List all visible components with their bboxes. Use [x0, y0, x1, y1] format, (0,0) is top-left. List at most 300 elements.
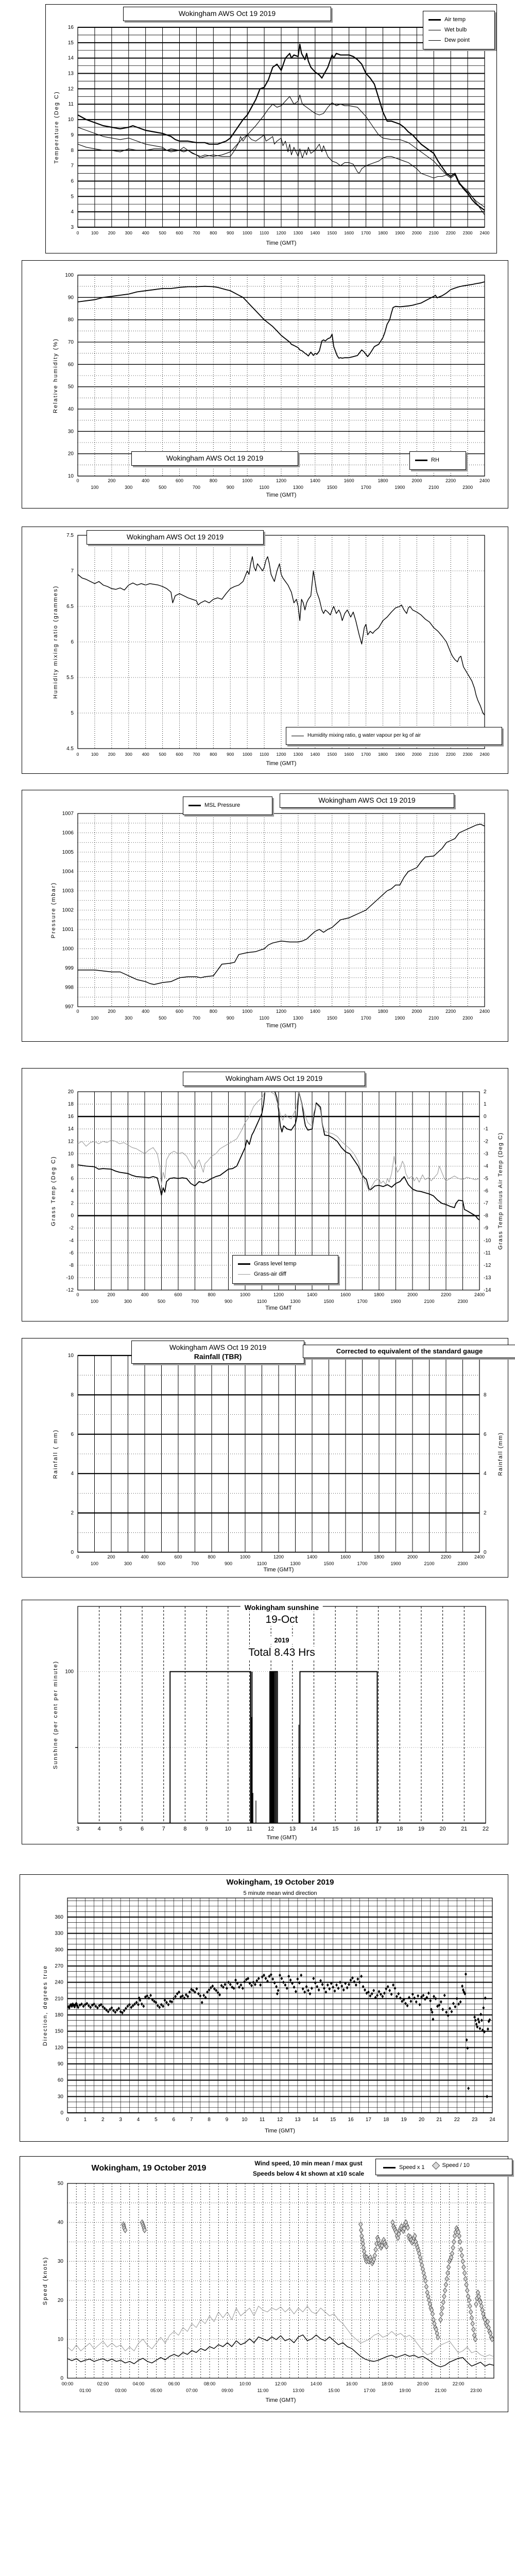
svg-text:7: 7 [71, 568, 74, 574]
svg-text:Time (GMT): Time (GMT) [266, 760, 297, 767]
wind-speed-text: Wokingham, 19 October 2019 [88, 2164, 211, 2173]
chart-relative-humidity [22, 260, 508, 509]
svg-text:400: 400 [142, 1009, 150, 1014]
svg-text:2200: 2200 [445, 752, 456, 757]
svg-text:6: 6 [140, 1826, 144, 1832]
svg-text:0: 0 [76, 1009, 79, 1014]
line-marker-icon [428, 40, 441, 41]
svg-text:30: 30 [57, 2094, 63, 2100]
svg-text:13: 13 [67, 71, 74, 77]
svg-text:0: 0 [76, 1292, 79, 1297]
svg-text:50: 50 [57, 2181, 63, 2187]
svg-text:100: 100 [91, 752, 99, 757]
svg-text:24: 24 [489, 2117, 495, 2123]
svg-text:1300: 1300 [290, 1561, 301, 1566]
svg-text:8: 8 [71, 1163, 74, 1170]
svg-text:1800: 1800 [373, 1292, 385, 1297]
svg-text:-4: -4 [484, 1163, 488, 1170]
svg-text:17: 17 [365, 2117, 371, 2123]
svg-text:7: 7 [162, 1826, 165, 1832]
svg-text:20: 20 [439, 1826, 446, 1832]
svg-text:1400: 1400 [306, 1554, 318, 1560]
svg-text:1600: 1600 [344, 478, 354, 483]
svg-text:180: 180 [55, 2012, 63, 2018]
svg-text:-11: -11 [484, 1250, 491, 1256]
svg-text:Rainfall (mm): Rainfall (mm) [497, 1432, 504, 1476]
svg-text:1000: 1000 [242, 230, 252, 235]
svg-text:5: 5 [154, 2117, 158, 2123]
svg-text:240: 240 [55, 1979, 63, 1986]
svg-text:1700: 1700 [357, 1299, 368, 1304]
svg-text:04:00: 04:00 [132, 2381, 145, 2386]
svg-text:50: 50 [67, 384, 74, 390]
svg-text:0: 0 [76, 478, 79, 483]
svg-text:2200: 2200 [440, 1554, 452, 1560]
sunshine-text: Wokingham sunshine [241, 1603, 323, 1612]
svg-text:7: 7 [71, 163, 74, 169]
svg-text:10: 10 [67, 473, 74, 479]
svg-text:1004: 1004 [62, 869, 74, 875]
svg-text:300: 300 [124, 1299, 132, 1304]
svg-text:1800: 1800 [378, 752, 388, 757]
svg-text:200: 200 [108, 478, 116, 483]
svg-text:01:00: 01:00 [79, 2388, 91, 2393]
svg-text:4: 4 [71, 1188, 74, 1194]
svg-text:18: 18 [67, 1101, 74, 1108]
svg-text:Humidity mixing ratio (grammes: Humidity mixing ratio (grammes) [53, 585, 59, 699]
svg-text:2100: 2100 [424, 1299, 435, 1304]
svg-text:16:00: 16:00 [346, 2381, 358, 2386]
wind-speed-text: Speeds below 4 kt shown at x10 scale [249, 2170, 368, 2177]
svg-text:800: 800 [210, 230, 217, 235]
svg-text:200: 200 [108, 230, 115, 235]
svg-text:-7: -7 [484, 1200, 488, 1207]
svg-text:600: 600 [175, 1009, 184, 1014]
rainfall-title-box: Corrected to equivalent of the standard gauge [303, 1345, 515, 1358]
svg-text:600: 600 [176, 230, 183, 235]
svg-text:2100: 2100 [428, 752, 439, 757]
svg-text:330: 330 [55, 1930, 63, 1937]
svg-text:1000: 1000 [242, 1009, 253, 1014]
svg-text:4.5: 4.5 [66, 746, 74, 752]
svg-text:0: 0 [66, 2117, 69, 2123]
svg-text:600: 600 [174, 1554, 182, 1560]
svg-text:60: 60 [67, 362, 74, 368]
svg-text:1600: 1600 [340, 1554, 351, 1560]
svg-text:11: 11 [259, 2117, 265, 2123]
svg-text:-5: -5 [484, 1176, 488, 1182]
svg-text:23:00: 23:00 [470, 2388, 482, 2393]
svg-text:5.5: 5.5 [66, 675, 74, 681]
svg-text:09:00: 09:00 [221, 2388, 233, 2393]
svg-text:800: 800 [209, 1009, 217, 1014]
svg-text:Time (GMT): Time (GMT) [266, 1835, 297, 1841]
svg-text:05:00: 05:00 [150, 2388, 162, 2393]
svg-text:1: 1 [484, 1101, 487, 1108]
air-temperature-title-box: Wokingham AWS Oct 19 2019 [123, 7, 331, 21]
svg-text:12: 12 [67, 1139, 74, 1145]
svg-text:2200: 2200 [445, 478, 456, 483]
svg-text:-12: -12 [66, 1287, 74, 1293]
svg-text:700: 700 [193, 752, 200, 757]
svg-text:1700: 1700 [360, 485, 371, 490]
wind-speed-legend [375, 2159, 512, 2175]
svg-text:1100: 1100 [259, 230, 269, 235]
svg-text:15: 15 [332, 1826, 339, 1832]
sunshine-text: 2019 [270, 1636, 294, 1644]
svg-text:1900: 1900 [394, 230, 405, 235]
svg-text:10: 10 [67, 1353, 74, 1359]
svg-text:120: 120 [55, 2045, 63, 2051]
svg-text:800: 800 [208, 1292, 216, 1297]
line-marker-icon [238, 1274, 250, 1275]
svg-text:Time (GMT): Time (GMT) [265, 2397, 296, 2403]
svg-text:1900: 1900 [394, 752, 405, 757]
svg-text:-3: -3 [484, 1151, 488, 1157]
svg-text:6: 6 [484, 1431, 487, 1437]
humidity-mixing-ratio-legend [286, 727, 502, 745]
humidity-mixing-ratio-title-box: Wokingham AWS Oct 19 2019 [87, 530, 264, 545]
svg-text:3: 3 [119, 2117, 122, 2123]
svg-text:997: 997 [65, 1004, 74, 1010]
svg-text:30: 30 [67, 429, 74, 435]
chart-msl-pressure [22, 790, 508, 1042]
svg-text:1700: 1700 [360, 1015, 371, 1021]
svg-text:1300: 1300 [293, 752, 303, 757]
line-marker-icon [238, 1263, 250, 1265]
relative-humidity-plot [22, 261, 508, 508]
svg-text:1300: 1300 [293, 1015, 303, 1021]
svg-text:16: 16 [67, 25, 74, 30]
svg-text:400: 400 [142, 752, 149, 757]
svg-text:300: 300 [125, 230, 132, 235]
svg-text:500: 500 [159, 1015, 167, 1021]
svg-text:2000: 2000 [407, 1554, 418, 1560]
svg-text:00:00: 00:00 [61, 2381, 74, 2386]
svg-text:1900: 1900 [390, 1299, 401, 1304]
chart-humidity-mixing-ratio [22, 527, 508, 774]
svg-text:1000: 1000 [242, 752, 252, 757]
svg-text:2: 2 [71, 1200, 74, 1207]
relative-humidity-legend [409, 451, 466, 470]
svg-text:2400: 2400 [474, 1554, 485, 1560]
svg-text:2000: 2000 [407, 1292, 418, 1297]
svg-text:300: 300 [124, 1561, 132, 1566]
svg-text:16: 16 [67, 1114, 74, 1120]
svg-text:4: 4 [484, 1471, 487, 1477]
svg-text:Direction, degrees true: Direction, degrees true [42, 1964, 48, 2046]
svg-text:1005: 1005 [62, 850, 74, 855]
svg-text:1000: 1000 [239, 1554, 251, 1560]
svg-text:14: 14 [67, 55, 74, 61]
svg-text:70: 70 [67, 340, 74, 345]
svg-text:19: 19 [401, 2117, 407, 2123]
svg-text:0: 0 [76, 1554, 79, 1560]
svg-text:90: 90 [57, 2061, 63, 2067]
chart-rainfall [22, 1338, 508, 1578]
svg-text:2200: 2200 [445, 230, 456, 235]
svg-text:1100: 1100 [259, 485, 269, 490]
svg-text:1300: 1300 [293, 230, 303, 235]
svg-text:400: 400 [142, 230, 149, 235]
svg-text:300: 300 [125, 752, 132, 757]
wind-speed-text: Wind speed, 10 min mean / max gust [250, 2160, 366, 2167]
svg-text:1300: 1300 [290, 1299, 301, 1304]
svg-text:-2: -2 [484, 1139, 488, 1145]
svg-text:2100: 2100 [428, 230, 439, 235]
svg-text:1400: 1400 [310, 1009, 320, 1014]
legend-label: Dew point [444, 37, 470, 43]
svg-text:500: 500 [159, 485, 167, 490]
svg-text:21:00: 21:00 [435, 2388, 447, 2393]
svg-text:18: 18 [383, 2117, 389, 2123]
svg-text:11:00: 11:00 [257, 2388, 269, 2393]
msl-pressure-legend [183, 796, 272, 815]
svg-text:1400: 1400 [306, 1292, 318, 1297]
svg-text:2300: 2300 [462, 752, 473, 757]
svg-text:900: 900 [226, 485, 234, 490]
svg-text:6: 6 [71, 639, 74, 645]
svg-text:800: 800 [210, 752, 217, 757]
svg-text:1400: 1400 [310, 752, 320, 757]
svg-text:2400: 2400 [479, 230, 490, 235]
svg-text:19:00: 19:00 [399, 2388, 411, 2393]
legend-label: RH [431, 457, 439, 463]
svg-text:1800: 1800 [378, 230, 388, 235]
svg-text:500: 500 [157, 1561, 166, 1566]
svg-text:2000: 2000 [411, 478, 422, 483]
legend-label: Air temp [444, 16, 466, 23]
svg-text:14:00: 14:00 [310, 2381, 322, 2386]
svg-text:Grass Temp minus Air Temp (Deg: Grass Temp minus Air Temp (Deg C) [497, 1132, 504, 1250]
legend-label: Humidity mixing ratio, g water vapour per kg of air [307, 733, 421, 738]
svg-text:999: 999 [65, 965, 74, 971]
relative-humidity-title-box: Wokingham AWS Oct 19 2019 [131, 451, 298, 466]
svg-text:4: 4 [71, 1471, 74, 1477]
svg-text:2300: 2300 [462, 230, 473, 235]
line-marker-icon [188, 805, 201, 806]
svg-text:700: 700 [192, 485, 200, 490]
svg-text:500: 500 [159, 230, 166, 235]
svg-text:Pressure (mbar): Pressure (mbar) [50, 882, 57, 939]
svg-text:500: 500 [157, 1299, 166, 1304]
svg-text:1500: 1500 [327, 230, 337, 235]
svg-text:100: 100 [91, 230, 99, 235]
svg-text:20:00: 20:00 [417, 2381, 429, 2386]
svg-text:998: 998 [65, 985, 74, 991]
svg-text:1800: 1800 [373, 1554, 385, 1560]
svg-text:10: 10 [67, 117, 74, 123]
wind-speed-plot [20, 2157, 508, 2412]
svg-text:2400: 2400 [479, 752, 490, 757]
svg-text:21: 21 [461, 1826, 468, 1832]
svg-text:16: 16 [348, 2117, 354, 2123]
svg-text:10: 10 [225, 1826, 231, 1832]
sunshine-text: Total 8.43 Hrs [244, 1647, 319, 1659]
svg-text:14: 14 [311, 1826, 317, 1832]
svg-text:4: 4 [136, 2117, 140, 2123]
sunshine-plot [22, 1600, 508, 1844]
svg-text:700: 700 [191, 1299, 199, 1304]
svg-text:-8: -8 [484, 1213, 488, 1219]
svg-text:1000: 1000 [62, 946, 74, 952]
svg-text:20: 20 [67, 451, 74, 457]
svg-text:40: 40 [57, 2219, 63, 2226]
svg-text:100: 100 [90, 1299, 99, 1304]
svg-text:3: 3 [71, 225, 74, 230]
svg-text:20: 20 [418, 2117, 425, 2123]
grass-temperature-legend [232, 1255, 338, 1284]
svg-text:Sunshine (per cent per minute): Sunshine (per cent per minute) [53, 1660, 59, 1770]
svg-text:1900: 1900 [394, 485, 405, 490]
svg-text:2300: 2300 [457, 1561, 468, 1566]
svg-text:900: 900 [226, 1015, 234, 1021]
svg-text:15: 15 [67, 40, 74, 46]
svg-text:5: 5 [71, 194, 74, 200]
svg-text:10: 10 [67, 1151, 74, 1157]
svg-text:Time (GMT): Time (GMT) [266, 240, 297, 246]
svg-text:08:00: 08:00 [203, 2381, 216, 2386]
svg-text:1500: 1500 [327, 485, 337, 490]
svg-text:150: 150 [55, 2028, 63, 2035]
svg-text:11: 11 [246, 1826, 253, 1832]
svg-text:1001: 1001 [62, 927, 74, 933]
svg-text:6: 6 [71, 1431, 74, 1437]
svg-text:Time (GMT): Time (GMT) [263, 1567, 294, 1573]
svg-text:2400: 2400 [474, 1292, 485, 1297]
svg-text:13: 13 [289, 1826, 296, 1832]
wind-direction-text: 5 minute mean wind direction [239, 1890, 321, 1896]
svg-text:1800: 1800 [377, 1009, 388, 1014]
svg-text:0: 0 [484, 1114, 487, 1120]
svg-text:-4: -4 [69, 1238, 74, 1244]
svg-text:Relative humidity (%): Relative humidity (%) [53, 338, 59, 413]
svg-text:210: 210 [55, 1996, 63, 2002]
svg-text:1600: 1600 [344, 752, 354, 757]
svg-text:30: 30 [57, 2259, 63, 2265]
svg-text:Time (GMT): Time (GMT) [265, 2128, 295, 2134]
svg-text:3: 3 [76, 1826, 80, 1832]
svg-text:100: 100 [91, 1015, 99, 1021]
svg-text:-1: -1 [484, 1126, 488, 1132]
svg-text:2000: 2000 [411, 1009, 422, 1014]
grass-temperature-title-box: Wokingham AWS Oct 19 2019 [183, 1072, 365, 1086]
svg-text:1600: 1600 [340, 1292, 351, 1297]
svg-text:9: 9 [225, 2117, 229, 2123]
svg-text:1: 1 [83, 2117, 87, 2123]
line-marker-icon [383, 2167, 396, 2168]
svg-text:2: 2 [71, 1510, 74, 1516]
svg-text:2000: 2000 [411, 230, 422, 235]
svg-text:1100: 1100 [256, 1561, 267, 1566]
svg-text:60: 60 [57, 2077, 63, 2083]
svg-text:1400: 1400 [310, 478, 320, 483]
svg-text:1200: 1200 [276, 230, 286, 235]
svg-text:100: 100 [90, 1561, 99, 1566]
chart-wind-direction [20, 1874, 508, 2142]
svg-text:800: 800 [208, 1554, 216, 1560]
svg-text:1002: 1002 [62, 907, 74, 913]
svg-text:700: 700 [193, 230, 200, 235]
svg-text:80: 80 [67, 317, 74, 323]
svg-text:-8: -8 [69, 1262, 74, 1268]
legend-label: MSL Pressure [204, 802, 241, 808]
svg-text:200: 200 [108, 752, 115, 757]
svg-text:-12: -12 [484, 1262, 491, 1268]
svg-text:1300: 1300 [293, 485, 303, 490]
legend-label: Grass level temp [254, 1261, 297, 1267]
svg-text:22: 22 [454, 2117, 460, 2123]
svg-text:6: 6 [172, 2117, 176, 2123]
legend-label: Speed / 10 [442, 2162, 470, 2168]
svg-text:100: 100 [91, 485, 99, 490]
svg-text:1100: 1100 [259, 1015, 269, 1021]
svg-text:14: 14 [312, 2117, 318, 2123]
svg-text:1600: 1600 [344, 1009, 354, 1014]
wind-direction-plot [20, 1875, 508, 2141]
svg-text:20: 20 [67, 1089, 74, 1095]
svg-text:1900: 1900 [394, 1015, 405, 1021]
msl-pressure-plot [22, 790, 508, 1041]
svg-text:1500: 1500 [327, 1015, 337, 1021]
air-temperature-legend [423, 11, 495, 49]
svg-text:Time GMT: Time GMT [265, 1305, 292, 1311]
svg-text:600: 600 [176, 752, 183, 757]
svg-text:Grass Temp (Deg C): Grass Temp (Deg C) [50, 1156, 57, 1226]
svg-text:900: 900 [224, 1561, 233, 1566]
svg-text:8: 8 [71, 147, 74, 154]
svg-text:14: 14 [67, 1126, 74, 1132]
svg-text:Time (GMT): Time (GMT) [266, 1023, 297, 1029]
svg-text:12:00: 12:00 [274, 2381, 287, 2386]
svg-text:2200: 2200 [445, 1009, 456, 1014]
svg-text:40: 40 [67, 406, 74, 412]
svg-text:2400: 2400 [479, 478, 490, 483]
svg-text:90: 90 [67, 295, 74, 301]
svg-text:700: 700 [192, 1015, 200, 1021]
svg-text:-6: -6 [69, 1250, 74, 1256]
svg-text:600: 600 [175, 478, 184, 483]
svg-text:300: 300 [125, 1015, 133, 1021]
svg-text:7: 7 [190, 2117, 193, 2123]
svg-text:12: 12 [277, 2117, 283, 2123]
svg-text:15: 15 [330, 2117, 336, 2123]
svg-text:1200: 1200 [273, 1292, 284, 1297]
svg-text:1700: 1700 [361, 752, 371, 757]
svg-text:100: 100 [65, 273, 74, 278]
svg-text:5: 5 [71, 710, 74, 716]
svg-text:13: 13 [295, 2117, 301, 2123]
svg-text:1200: 1200 [276, 752, 286, 757]
svg-text:8: 8 [208, 2117, 211, 2123]
svg-text:300: 300 [125, 485, 133, 490]
svg-text:17:00: 17:00 [364, 2388, 375, 2393]
svg-text:200: 200 [107, 1554, 115, 1560]
svg-text:9: 9 [205, 1826, 209, 1832]
svg-text:-13: -13 [484, 1275, 491, 1281]
svg-text:7.5: 7.5 [66, 533, 74, 538]
line-marker-icon [415, 460, 427, 461]
svg-text:800: 800 [209, 478, 217, 483]
svg-text:-9: -9 [484, 1225, 488, 1231]
svg-text:2100: 2100 [428, 1015, 439, 1021]
svg-text:2: 2 [484, 1089, 487, 1095]
svg-text:10: 10 [242, 2117, 248, 2123]
svg-text:900: 900 [227, 230, 234, 235]
svg-text:2: 2 [484, 1510, 487, 1516]
svg-text:23: 23 [472, 2117, 478, 2123]
svg-text:06:00: 06:00 [168, 2381, 180, 2386]
